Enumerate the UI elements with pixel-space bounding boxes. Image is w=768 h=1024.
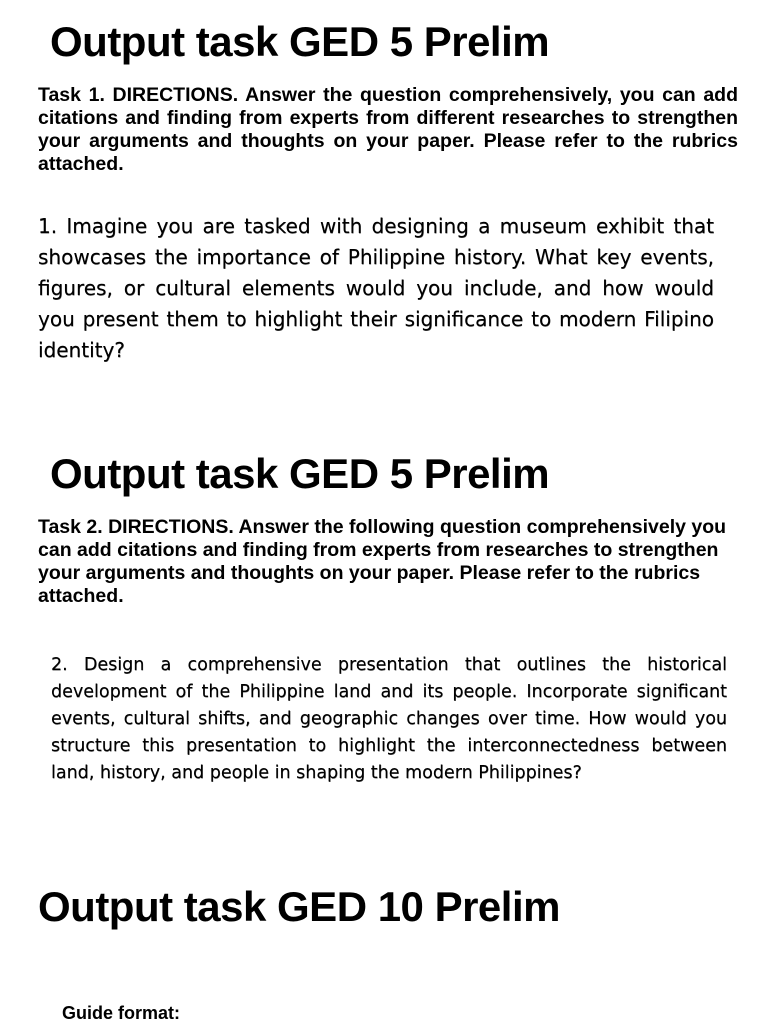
section1-question: 1. Imagine you are tasked with designing a museum exhibit that showcases the importance of Philippine history. What key events, figures, or cultural elements would you include, and how would you present them to highlight their significance to modern Filipino identity?	[38, 214, 714, 362]
section1-directions: Task 1. DIRECTIONS. Answer the question comprehensively, you can add citations and finding from experts from different researches to strengthen your arguments and thoughts on your paper. Please refer to the rubrics attached.	[38, 84, 738, 175]
section1-title: Output task GED 5 Prelim	[50, 18, 550, 65]
section2-title: Output task GED 5 Prelim	[50, 450, 550, 497]
section3-title: Output task GED 10 Prelim	[38, 883, 560, 930]
guide-format-label: Guide format:	[62, 1003, 181, 1023]
section2-question: 2. Design a comprehensive presentation that outlines the historical development of the Philippine land and its people. Incorporate significant events, cultural shifts, and geographic changes over time. How would you structure this presentation to highlight the interconnectedness between land, history, and people in shaping the modern Philippines?	[51, 655, 727, 783]
section2-directions: Task 2. DIRECTIONS. Answer the following question comprehensively you can add citations and finding from experts from researches to strengthen your arguments and thoughts on your paper. Please refer to the rubrics attached.	[38, 516, 727, 607]
